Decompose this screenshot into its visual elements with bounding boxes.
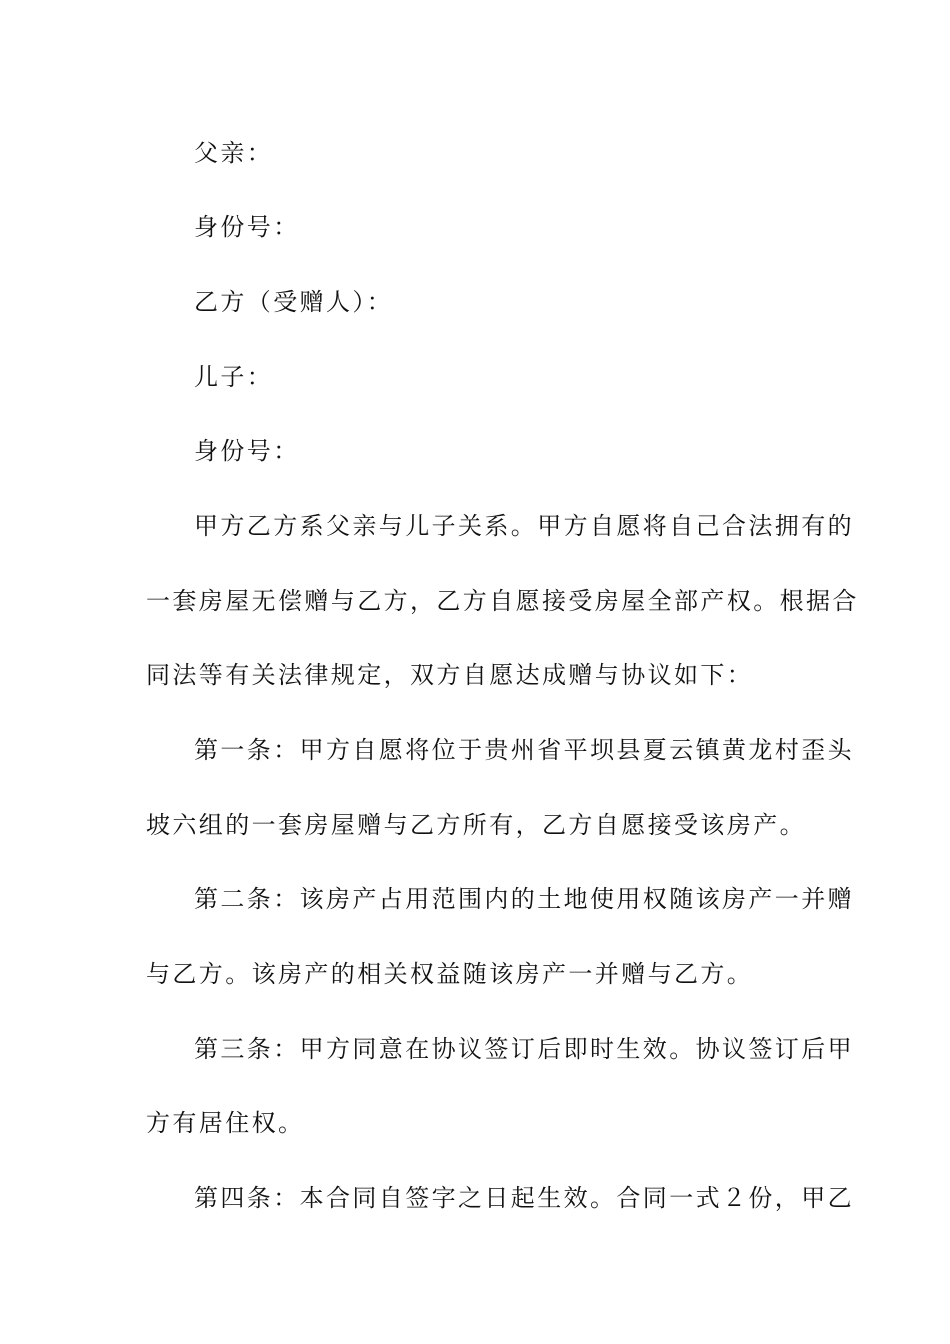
father-id-label: 身份号：	[194, 213, 300, 241]
intro-paragraph-line-3: 同法等有关法律规定，双方自愿达成赠与协议如下：	[146, 661, 754, 689]
article-2-line-2: 与乙方。该房产的相关权益随该房产一并赠与乙方。	[146, 960, 754, 988]
son-label: 儿子：	[194, 363, 274, 391]
son-id-label: 身份号：	[194, 437, 300, 465]
article-2-line-1: 第二条：该房产占用范围内的土地使用权随该房产一并赠	[194, 885, 854, 913]
article-1-line-2: 坡六组的一套房屋赠与乙方所有，乙方自愿接受该房产。	[146, 811, 806, 839]
article-3-line-1: 第三条：甲方同意在协议签订后即时生效。协议签订后甲	[194, 1035, 854, 1063]
article-4-line-1: 第四条：本合同自签字之日起生效。合同一式２份，甲乙	[194, 1184, 854, 1212]
intro-paragraph-line-1: 甲方乙方系父亲与儿子关系。甲方自愿将自己合法拥有的	[194, 512, 854, 540]
article-1-line-1: 第一条：甲方自愿将位于贵州省平坝县夏云镇黄龙村歪头	[194, 736, 854, 764]
article-3-line-2: 方有居住权。	[146, 1109, 305, 1137]
father-label: 父亲：	[194, 139, 274, 167]
intro-paragraph-line-2: 一套房屋无偿赠与乙方，乙方自愿接受房屋全部产权。根据合	[146, 587, 859, 615]
party-b-label: 乙方（受赠人）：	[194, 288, 394, 316]
